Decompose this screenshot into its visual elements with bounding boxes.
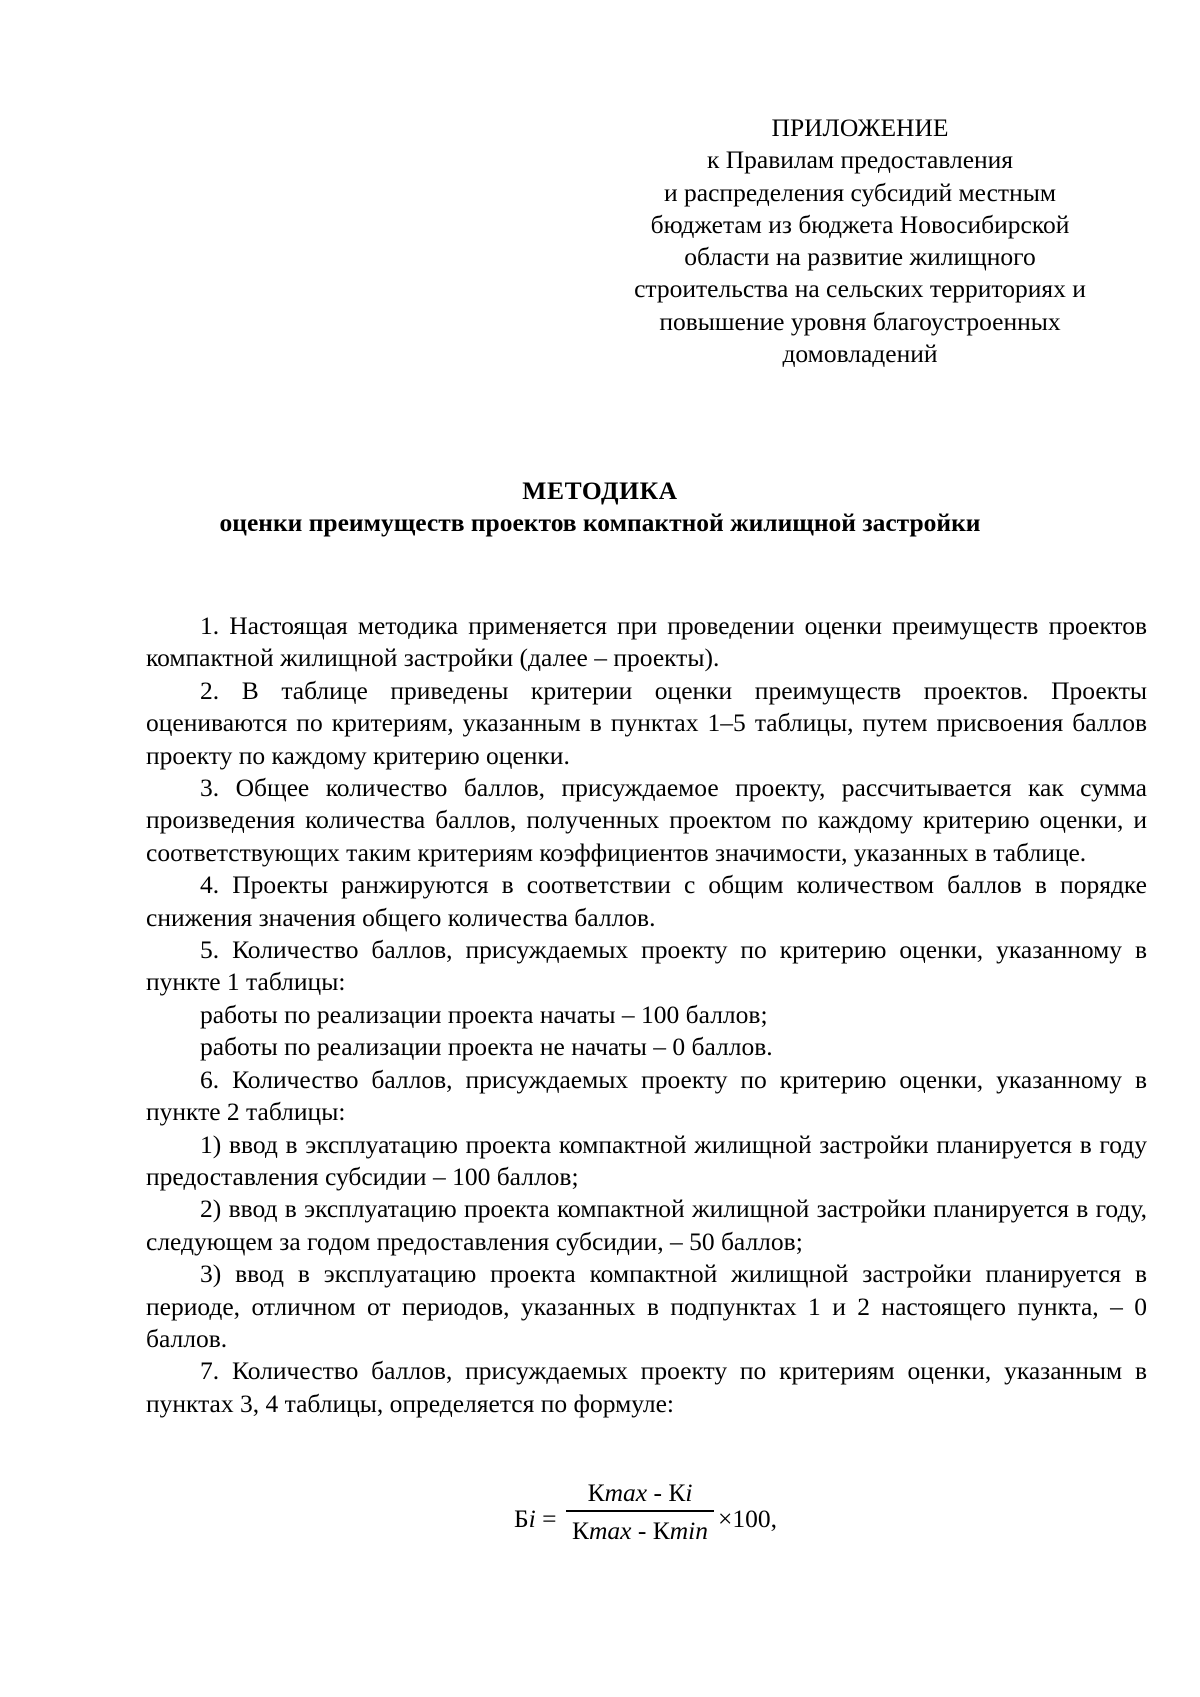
formula-numerator: [566, 1477, 714, 1509]
annex-line: домовладений: [782, 339, 938, 369]
annex-line: и распределения субсидий местным: [664, 177, 1056, 207]
formula-lhs-letter: Б: [514, 1504, 529, 1533]
annex-line: строительства на сельских территориях и: [634, 274, 1086, 304]
annex-title: ПРИЛОЖЕНИЕ: [771, 113, 949, 142]
paragraph-4: 4. Проекты ранжируются в соответствии с общим количеством баллов в порядке снижения значения общего количества баллов.: [146, 870, 1147, 932]
annex-line: к Правилам предоставления: [706, 145, 1014, 175]
formula-numerator-k: К: [587, 1478, 605, 1507]
document-subtitle: оценки преимуществ проектов компактной жилищной застройки: [219, 508, 981, 537]
document-title: МЕТОДИКА: [522, 476, 678, 505]
formula-lhs: [514, 1504, 557, 1534]
formula-numerator-index: i: [685, 1478, 693, 1507]
annex-header: [600, 112, 1120, 370]
formula-denominator-k: К: [572, 1515, 590, 1545]
formula-denominator-min: min: [669, 1515, 708, 1545]
paragraph-3: 3. Общее количество баллов, присуждаемое проекту, рассчитывается как сумма произведения количества баллов, полученных проектом по каждому критерию оценки, и соответствующих таким критериям коэффициентов значимости, указанных в таблице.: [146, 773, 1147, 867]
formula-denominator-minus: - К: [631, 1515, 670, 1545]
document-heading: [0, 475, 1200, 539]
paragraph-5-item-a: работы по реализации проекта начаты – 100 баллов;: [200, 999, 768, 1029]
formula-denominator: [566, 1515, 714, 1547]
paragraph-6-item-3: 3) ввод в эксплуатацию проекта компактной жилищной застройки планируется в периоде, отличном от периодов, указанных в подпунктах 1 и 2 настоящего пункта, – 0 баллов.: [146, 1259, 1147, 1353]
paragraph-6-item-2: 2) ввод в эксплуатацию проекта компактной жилищной застройки планируется в году, следующем за годом предоставления субсидии, – 50 баллов;: [146, 1194, 1147, 1256]
formula-numerator-max: max: [604, 1478, 648, 1507]
paragraph-5-item-b: работы по реализации проекта не начаты – 0 баллов.: [200, 1032, 773, 1062]
formula-fraction-bar: [566, 1510, 714, 1512]
score-formula: [0, 1477, 1200, 1557]
formula-fraction: [566, 1477, 714, 1547]
annex-line: области на развитие жилищного: [684, 242, 1036, 272]
formula-lhs-index: i: [528, 1504, 536, 1533]
formula-rhs: ×100,: [718, 1504, 778, 1533]
formula-denominator-max: max: [589, 1515, 632, 1545]
annex-line: повышение уровня благоустроенных: [659, 306, 1061, 336]
paragraph-2: 2. В таблице приведены критерии оценки преимуществ проектов. Проекты оцениваются по критериям, указанным в пунктах 1–5 таблицы, путем присвоения баллов проекту по каждому критерию оценки.: [146, 675, 1147, 770]
document-body: [146, 610, 1147, 1420]
formula-numerator-minus: - К: [647, 1478, 686, 1507]
paragraph-6-item-1: 1) ввод в эксплуатацию проекта компактной жилищной застройки планируется в году предоставления субсидии – 100 баллов;: [146, 1129, 1147, 1191]
paragraph-1: 1. Настоящая методика применяется при проведении оценки преимуществ проектов компактной жилищной застройки (далее – проекты).: [146, 611, 1147, 673]
formula-equals: =: [535, 1504, 557, 1533]
annex-line: бюджетам из бюджета Новосибирской: [650, 209, 1070, 239]
paragraph-6: 6. Количество баллов, присуждаемых проекту по критерию оценки, указанному в пункте 2 таблицы:: [146, 1064, 1147, 1127]
paragraph-5: 5. Количество баллов, присуждаемых проекту по критерию оценки, указанному в пункте 1 таблицы:: [146, 935, 1147, 997]
paragraph-7: 7. Количество баллов, присуждаемых проекту по критериям оценки, указанным в пунктах 3, 4 таблицы, определяется по формуле:: [146, 1356, 1147, 1418]
